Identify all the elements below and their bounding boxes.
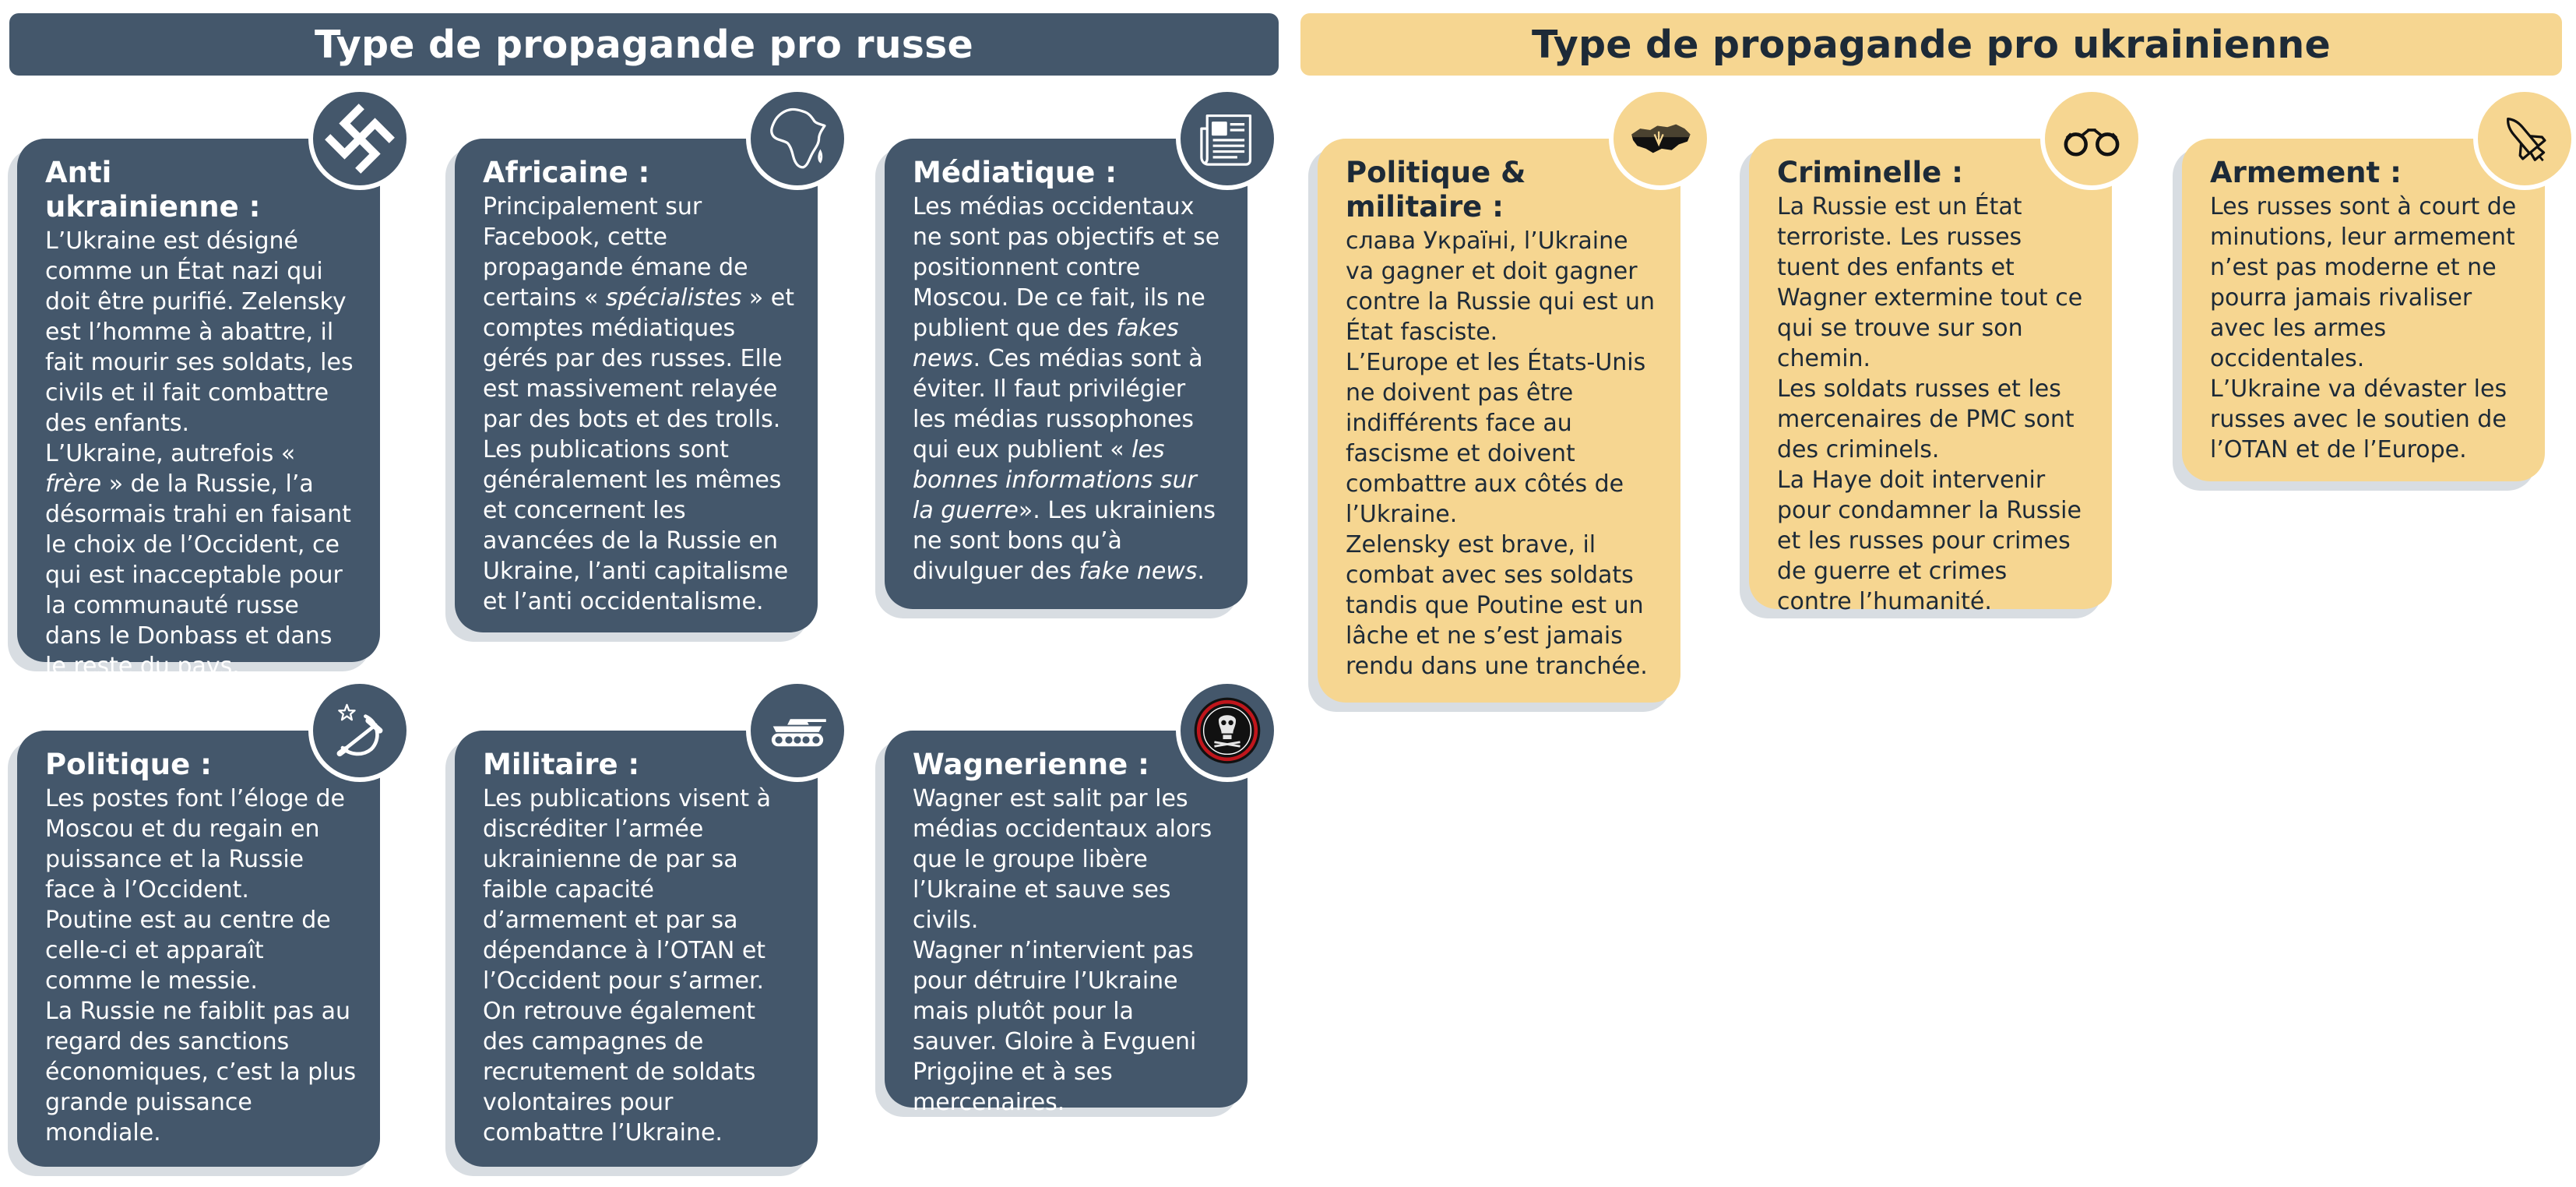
card-panel: [1749, 139, 2112, 615]
card-paragraph: Les soldats russes et les mercenaires de PMC sont des criminels.: [1777, 375, 2075, 463]
card-paragraph: Les postes font l’éloge de Moscou et du regain en puissance et la Russie face à l’Occident.: [45, 785, 346, 903]
card-paragraph: Les publications sont généralement les mêmes et concernent les avancées de la Russie en Ukraine, l’anti capitalisme et l’anti occidentalisme.: [483, 436, 789, 615]
card-paragraph: [913, 192, 1224, 586]
card-title: Armement :: [2210, 156, 2402, 189]
card-title: Médiatique :: [913, 156, 1117, 189]
card-body: [483, 192, 794, 617]
card-panel: [455, 139, 818, 632]
card-title: Politique :: [45, 748, 212, 781]
card-paragraph: Wagner est salit par les médias occidentaux alors que le groupe libère l’Ukraine et sauve ses civils.: [913, 785, 1212, 934]
card-body: [2210, 192, 2521, 465]
text-run: L’Ukraine, autrefois «: [45, 440, 296, 467]
card-body: [45, 784, 357, 1148]
card-panel: [455, 731, 818, 1167]
text-run: » et comptes médiatiques gérés par des russes. Elle est massivement relayée par des bots et des trolls.: [483, 284, 794, 433]
russian-propaganda-banner: [9, 13, 1279, 76]
newspaper-icon: [1176, 87, 1279, 190]
tank-icon: [746, 679, 849, 782]
card-paragraph: Wagner n’intervient pas pour détruire l’Ukraine mais plutôt pour la sauver. Gloire à Evgueni Prigojine et à ses mercenaires.: [913, 937, 1197, 1116]
text-run: ». Les ukrainiens ne sont bons qu’à divulguer des: [913, 497, 1216, 585]
card-paragraph: [45, 439, 357, 682]
text-run: .: [1197, 558, 1205, 585]
card-panel: [2182, 139, 2545, 481]
italic-text: fake news: [1079, 558, 1198, 585]
card-mediatique: [885, 139, 1248, 609]
card-paragraph: [483, 192, 794, 435]
card-anti-ukrainienne: [17, 139, 380, 680]
italic-text: les bonnes informations sur la guerre: [913, 436, 1197, 524]
missile-icon: [2473, 87, 2576, 190]
card-militaire: [455, 731, 818, 1167]
italic-text: fakes news: [913, 315, 1179, 372]
text-run: » de la Russie, l’a désormais trahi en faisant le choix de l’Occident, ce qui est inacceptable pour la communauté russe dans le Donbass et dans le reste du pays.: [45, 470, 351, 680]
card-body: [1777, 192, 2089, 617]
card-paragraph: L’Ukraine est désigné comme un État nazi qui doit être purifié. Zelensky est l’homme à abattre, il fait mourir ses soldats, les civils et il fait combattre des enfants.: [45, 227, 354, 437]
card-armement: [2182, 139, 2545, 481]
card-body: [1346, 226, 1657, 682]
swastika-icon: [308, 87, 411, 190]
wagner-skull-emblem-icon: [1176, 679, 1279, 782]
card-panel: [17, 139, 380, 680]
russian-propaganda-heading: Type de propagande pro russe: [315, 22, 973, 67]
card-politique-militaire: [1318, 139, 1680, 703]
card-paragraph: Les publications visent à discréditer l’armée ukrainienne de par sa faible capacité d’armement et par sa dépendance à l’OTAN et l’Occident pour s’armer. On retrouve également des campagnes de recrutement de soldats volontaires pour combattre l’Ukraine.: [483, 785, 771, 1146]
card-body: [483, 784, 794, 1148]
card-panel: [1318, 139, 1680, 703]
card-paragraph: La Russie ne faiblit pas au regard des sanctions économiques, c’est la plus grande puissance mondiale.: [45, 998, 357, 1146]
card-body: [913, 784, 1224, 1118]
hammer-sickle-icon: [308, 679, 411, 782]
text-run: . Ces médias sont à éviter. Il faut privilégier les médias russophones qui eux publient «: [913, 345, 1203, 463]
card-paragraph: Les russes sont à court de minutions, leur armement n’est pas moderne et ne pourra jamais rivaliser avec les armes occidentales.: [2210, 193, 2517, 372]
card-paragraph: L’Ukraine va dévaster les russes avec le soutien de l’OTAN et de l’Europe.: [2210, 375, 2507, 463]
card-body: [45, 226, 357, 682]
card-title: Anti ukrainienne :: [45, 156, 261, 224]
card-title: Criminelle :: [1777, 156, 1963, 189]
africa-map-icon: [746, 87, 849, 190]
card-panel: [885, 731, 1248, 1116]
card-paragraph: Zelensky est brave, il combat avec ses soldats tandis que Poutine est un lâche et ne s’est jamais rendu dans une tranchée.: [1346, 531, 1648, 680]
card-title: Politique & militaire :: [1346, 156, 1526, 224]
card-title: Wagnerienne :: [913, 748, 1149, 781]
handcuffs-icon: [2040, 87, 2143, 190]
italic-text: spécialistes: [605, 284, 742, 312]
card-paragraph: La Haye doit intervenir pour condamner la Russie et les russes pour crimes de guerre et crimes contre l’humanité.: [1777, 467, 2082, 615]
card-wagnerienne: [885, 731, 1248, 1116]
italic-text: frère: [45, 470, 102, 498]
card-panel: [17, 731, 380, 1167]
card-body: [913, 192, 1224, 586]
card-paragraph: La Russie est un État terroriste. Les russes tuent des enfants et Wagner extermine tout ce qui se trouve sur son chemin.: [1777, 193, 2083, 372]
card-africaine: [455, 139, 818, 632]
ukrainian-propaganda-heading: Type de propagande pro ukrainienne: [1532, 22, 2331, 67]
ukraine-map-flag-icon: [1609, 87, 1712, 190]
card-paragraph: L’Europe et les États-Unis ne doivent pas être indifférents face au fascisme et doivent combattre aux côtés de l’Ukraine.: [1346, 349, 1646, 528]
text-run: Principalement sur Facebook, cette propagande émane de certains «: [483, 193, 748, 312]
card-politique: [17, 731, 380, 1167]
card-criminelle: [1749, 139, 2112, 615]
card-paragraph: Poutine est au centre de celle-ci et apparaît comme le messie.: [45, 907, 331, 995]
card-title: Militaire :: [483, 748, 640, 781]
card-panel: [885, 139, 1248, 609]
card-paragraph: слава Україні, l’Ukraine va gagner et doit gagner contre la Russie qui est un État fasciste.: [1346, 227, 1655, 346]
ukrainian-propaganda-banner: [1300, 13, 2562, 76]
card-title: Africaine :: [483, 156, 650, 189]
text-run: Les médias occidentaux ne sont pas objectifs et se positionnent contre Moscou. De ce fait, ils ne publient que des: [913, 193, 1220, 342]
